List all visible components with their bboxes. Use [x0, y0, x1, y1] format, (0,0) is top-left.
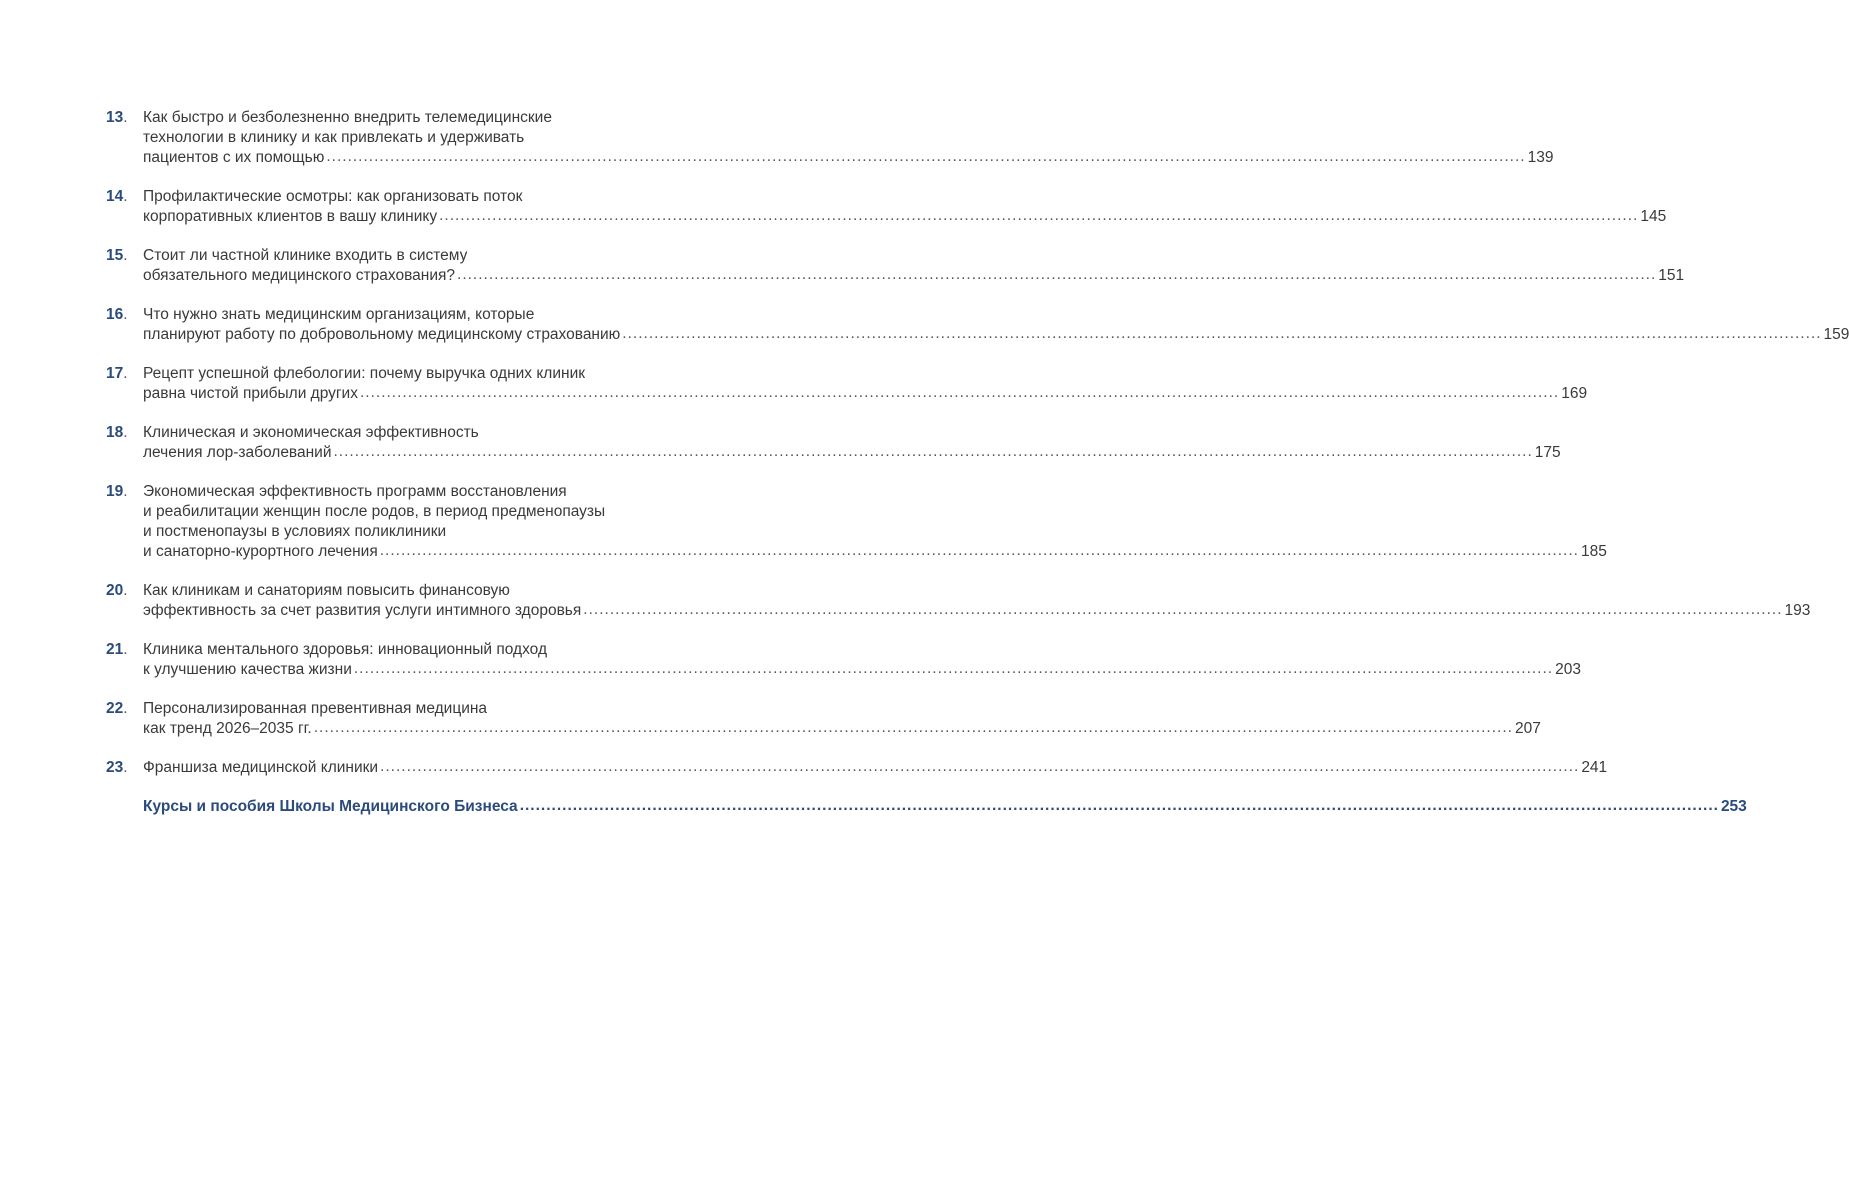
dot-leader	[380, 757, 1579, 777]
entry-page-number: 169	[1561, 385, 1588, 402]
toc-entry-18[interactable]	[106, 423, 1561, 463]
entry-last-line	[143, 148, 1553, 168]
entry-last-line	[143, 660, 1581, 680]
toc-entry-14[interactable]	[106, 187, 1667, 227]
toc-entry-13[interactable]	[106, 108, 1554, 168]
entry-number: 19.	[106, 483, 128, 500]
entry-title-line: Персонализированная превентивная медицина	[143, 700, 488, 717]
entry-body	[143, 482, 1607, 562]
entry-title-end: равна чистой прибыли других	[143, 385, 358, 402]
toc-entry-17[interactable]	[106, 364, 1588, 404]
entry-title-line: технологии в клинику и как привлекать и удерживать	[143, 129, 525, 146]
entry-number: 22.	[106, 700, 128, 717]
entry-body	[143, 797, 1747, 817]
entry-number: 15.	[106, 247, 128, 264]
dot-leader	[457, 265, 1656, 285]
entry-title-line: Рецепт успешной флебологии: почему выручка одних клиник	[143, 365, 586, 382]
dot-leader	[360, 383, 1559, 403]
entry-title-line: Стоит ли частной клинике входить в систему	[143, 247, 468, 264]
entry-number: 23.	[106, 759, 128, 776]
dot-leader	[314, 718, 1513, 738]
entry-page-number: 139	[1527, 149, 1554, 166]
entry-body	[143, 640, 1581, 680]
entry-last-line	[143, 384, 1587, 404]
entry-body	[143, 108, 1553, 168]
entry-title-line: Как быстро и безболезненно внедрить телемедицинские	[143, 109, 552, 126]
toc-entry-20[interactable]	[106, 581, 1811, 621]
entry-page-number: 175	[1534, 444, 1561, 461]
entry-number	[106, 797, 143, 817]
toc-entry-15[interactable]	[106, 246, 1685, 286]
entry-page-number: 159	[1823, 326, 1849, 343]
toc-entry-courses[interactable]	[106, 797, 1747, 817]
entry-title-end: Курсы и пособия Школы Медицинского Бизнеса	[143, 798, 518, 815]
entry-page-number: 185	[1580, 543, 1607, 560]
entry-title-end: к улучшению качества жизни	[143, 661, 352, 678]
toc-entry-19[interactable]	[106, 482, 1607, 562]
dot-leader	[334, 442, 1533, 462]
entry-title-line: Что нужно знать медицинским организациям, которые	[143, 306, 535, 323]
entry-title-line: и постменопаузы в условиях поликлиники	[143, 523, 447, 540]
entry-title-line: Как клиникам и санаториям повысить финансовую	[143, 582, 510, 599]
entry-body	[143, 581, 1810, 621]
dot-leader	[439, 206, 1638, 226]
entry-page-number: 151	[1658, 267, 1685, 284]
entry-last-line	[143, 601, 1810, 621]
entry-last-line	[143, 797, 1747, 817]
entry-number: 14.	[106, 188, 128, 205]
entry-last-line	[143, 758, 1607, 778]
dot-leader	[622, 324, 1821, 344]
toc-entry-23[interactable]	[106, 758, 1608, 778]
entry-page-number: 145	[1640, 208, 1667, 225]
dot-leader	[354, 659, 1553, 679]
entry-title-end: планируют работу по добровольному медицинскому страхованию	[143, 326, 621, 343]
dot-leader	[583, 600, 1782, 620]
entry-number: 20.	[106, 582, 128, 599]
entry-number: 21.	[106, 641, 128, 658]
entry-page-number: 207	[1514, 720, 1541, 737]
entry-body	[143, 758, 1607, 778]
dot-leader	[326, 147, 1525, 167]
toc-entry-21[interactable]	[106, 640, 1581, 680]
entry-title-line: Клиника ментального здоровья: инновационный подход	[143, 641, 547, 658]
entry-title-end: и санаторно-курортного лечения	[143, 543, 378, 560]
toc-entry-22[interactable]	[106, 699, 1541, 739]
entry-body	[143, 305, 1849, 345]
entry-title-end: как тренд 2026–2035 гг.	[143, 720, 312, 737]
entry-title-end: корпоративных клиентов в вашу клинику	[143, 208, 438, 225]
entry-last-line	[143, 266, 1684, 286]
entry-number: 13.	[106, 109, 128, 126]
entry-last-line	[143, 443, 1561, 463]
entry-last-line	[143, 542, 1607, 562]
entry-number: 16.	[106, 306, 128, 323]
entry-body	[143, 699, 1541, 739]
entry-number: 17.	[106, 365, 128, 382]
entry-title-end: Франшиза медицинской клиники	[143, 759, 379, 776]
entry-body	[143, 423, 1561, 463]
entry-body	[143, 364, 1587, 404]
entry-page-number: 193	[1784, 602, 1811, 619]
entry-title-end: лечения лор-заболеваний	[143, 444, 332, 461]
entry-body	[143, 246, 1684, 286]
entry-last-line	[143, 207, 1666, 227]
dot-leader	[380, 541, 1579, 561]
entry-body	[143, 187, 1666, 227]
entry-last-line	[143, 719, 1541, 739]
entry-number: 18.	[106, 424, 128, 441]
dot-leader	[520, 796, 1719, 816]
table-of-contents	[106, 108, 1849, 836]
entry-title-line: Профилактические осмотры: как организовать поток	[143, 188, 523, 205]
toc-entry-16[interactable]	[106, 305, 1849, 345]
entry-title-end: эффективность за счет развития услуги интимного здоровья	[143, 602, 582, 619]
entry-title-line: Экономическая эффективность программ восстановления	[143, 483, 567, 500]
entry-title-end: обязательного медицинского страхования?	[143, 267, 456, 284]
entry-title-end: пациентов с их помощью	[143, 149, 325, 166]
entry-page-number: 203	[1555, 661, 1581, 678]
entry-title-line: Клиническая и экономическая эффективность	[143, 424, 479, 441]
entry-last-line	[143, 325, 1849, 345]
entry-page-number: 241	[1581, 759, 1608, 776]
entry-title-line: и реабилитации женщин после родов, в период предменопаузы	[143, 503, 606, 520]
entry-page-number: 253	[1720, 798, 1747, 815]
